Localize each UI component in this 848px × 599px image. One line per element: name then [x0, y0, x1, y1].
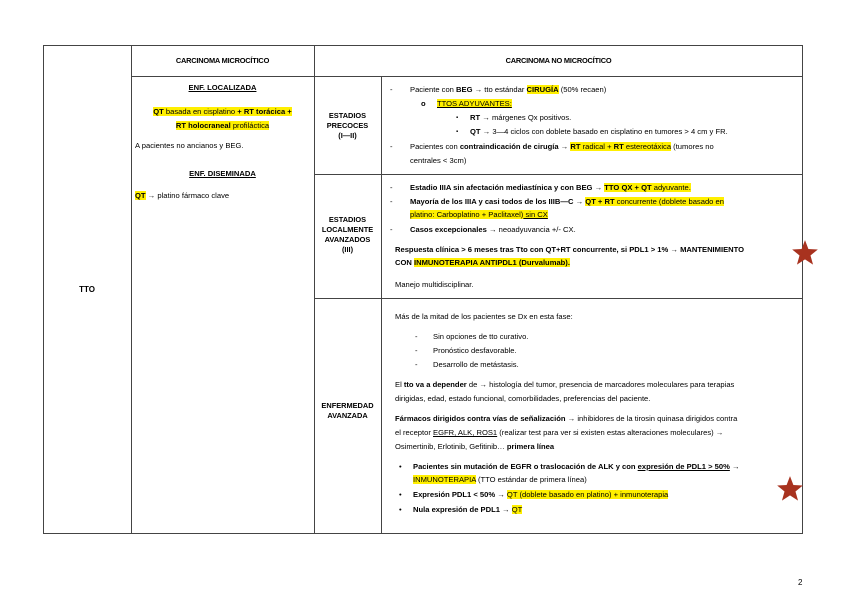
la-bullet-3: Casos excepcionales → neoadyuvancia +/- CX.: [410, 225, 576, 234]
label-early-stages: ESTADIOS PRECOCES (I—II): [326, 111, 369, 140]
star-icon: [776, 475, 804, 503]
page-number: 2: [798, 578, 803, 587]
la-maintenance: CON INMUNOTERAPIA ANTIPDL1 (Durvalumab).: [395, 258, 570, 267]
adv-egfr-2: INMUNOTERAPIA (TTO estándar de primera línea): [413, 475, 587, 484]
early-bullet-1: Paciente con BEG → tto estándar CIRUGÍA (50% recaen): [410, 85, 607, 94]
adv-treatment-1: El tto va a depender de → histología del tumor, presencia de marcadores moleculares para terapias: [395, 380, 735, 389]
localized-title: ENF. LOCALIZADA: [188, 83, 257, 92]
adv-targeted-2: el receptor EGFR, ALK, ROS1 (realizar test para ver si existen estas alteraciones moleculares) →: [395, 428, 724, 437]
adjuvant-qt: QT → 3—4 ciclos con doblete basado en cisplatino en tumores > 4 cm y FR.: [470, 127, 728, 136]
localized-line3: A pacientes no ancianos y BEG.: [135, 141, 244, 150]
la-multidisciplinary: Manejo multidisciplinar.: [395, 280, 474, 289]
star-icon: [791, 239, 819, 267]
la-bullet-2-cont: platino: Carboplatino + Paclitaxel) sin CX: [410, 210, 548, 219]
disseminated-title: ENF. DISEMINADA: [189, 169, 256, 178]
early-bullet-2-cont: centrales < 3cm): [410, 156, 467, 165]
adv-targeted-1: Fármacos dirigidos contra vías de señalización → inhibidores de la tirosin quinasa dirigidos contra: [395, 414, 738, 423]
adv-pdl1-low: Expresión PDL1 < 50% → QT (doblete basado en platino) + inmunoterapia: [413, 490, 669, 499]
la-response: Respuesta clínica > 6 meses tras Tto con QT+RT concurrente, si PDL1 > 1% → MANTENIMIENTO: [395, 245, 745, 254]
row-label: TTO: [79, 285, 95, 294]
label-advanced-disease: ENFERMEDAD AVANZADA: [321, 401, 374, 420]
adv-egfr-1: Pacientes sin mutación de EGFR o traslocación de ALK y con expresión de PDL1 > 50% →: [413, 462, 740, 471]
adv-detail-2: Pronóstico desfavorable.: [433, 346, 517, 355]
adv-detail-1: Sin opciones de tto curativo.: [433, 332, 529, 341]
adv-treatment-2: dirigidas, edad, estado funcional, comorbilidades, preferencias del paciente.: [395, 394, 651, 403]
la-bullet-2: Mayoría de los IIIA y casi todos de los IIIB—C → QT + RT concurrente (doblete basado en: [410, 197, 724, 206]
label-locally-advanced: ESTADIOS LOCALMENTE AVANZADOS (III): [321, 215, 374, 254]
header-nsclc: CARCINOMA NO MICROCÍTICO: [505, 56, 612, 65]
adv-intro: Más de la mitad de los pacientes se Dx en esta fase:: [395, 312, 573, 321]
early-bullet-2: Pacientes con contraindicación de cirugía → RT radical + RT estereotáxica (tumores no: [410, 142, 714, 151]
adjuvant-rt: RT → márgenes Qx positivos.: [470, 113, 572, 122]
adjuvant-heading: TTOS ADYUVANTES:: [437, 99, 512, 108]
header-sclc: CARCINOMA MICROCÍTICO: [175, 56, 270, 65]
la-bullet-1: Estadio IIIA sin afectación mediastínica y con BEG → TTO QX + QT adyuvante.: [410, 183, 691, 192]
adv-targeted-3: Osimertinib, Erlotinib, Gefitinib… primera línea: [395, 442, 555, 451]
adv-detail-3: Desarrollo de metástasis.: [433, 360, 519, 369]
adv-pdl1-null: Nula expresión de PDL1 → QT: [413, 505, 523, 514]
disseminated-line1: QT → platino fármaco clave: [135, 191, 230, 200]
localized-line1: QT basada en cisplatino + RT torácica +: [153, 107, 292, 116]
localized-line2: RT holocraneal profiláctica: [175, 121, 270, 130]
treatment-table: TTO CARCINOMA MICROCÍTICO CARCINOMA NO MICROCÍTICO ENF. LOCALIZADA QT basada en cisplatino + RT torácica + RT holocraneal profiláctica A pacientes no ancianos y BEG. ENF. DISEMINADA QT → platino fármaco clave ESTADIOS PRECOCES (I—II) - Paciente con BEG → tto estándar CIRUGÍA (50% recaen) o TTOS ADYUVANTES: ▪ RT → márgenes Qx positivos. ▪ QT → 3—4 ciclos con doblete basado en cisplatino en tumores > 4 cm y FR. - Pacientes con contraindicación de cirugía → RT radical + RT estereotáxica (tumores no centrales < 3cm) ESTADIOS LOCALMENTE AVANZADOS (III) - Estadio IIIA sin afectación mediastínica y con BEG → TTO QX + QT adyuvante. - Mayoría de los IIIA y casi todos de los IIIB—C → QT + RT concurrente (doblete basado en platino: Carboplatino + Paclitaxel) sin CX - Casos excepcionales → neoadyuvancia +/- CX. Respuesta clínica > 6 meses tras Tto con QT+RT concurrente, si PDL1 > 1% → MANTENIMIENTO CON INMUNOTERAPIA ANTIPDL1 (Durvalumab). Manejo multidisciplinar. ENFERMEDAD AVANZADA Más de la mitad de los pacientes se Dx en esta fase: - Sin opciones de tto curativo. - Pronóstico desfavorable. - Desarrollo de metástasis. El tto va a depender de → histología del tumor, presencia de marcadores moleculares para terapias dirigidas, edad, estado funcional, comorbilidades, preferencias del paciente. Fármacos dirigidos contra vías de señalización → inhibidores de la tirosin quinasa dirigidos contra el receptor EGFR, ALK, ROS1 (realizar test para ver si existen estas alteraciones moleculares) → Osimertinib, Erlotinib, Gefitinib… primera línea • Pacientes sin mutación de EGFR o traslocación de ALK y con expresión de PDL1 > 50% → INMUNOTERAPIA (TTO estándar de primera línea) • Expresión PDL1 < 50% → QT (doblete basado en platino) + inmunoterapia • Nula expresión de PDL1 → QT: [43, 45, 803, 534]
